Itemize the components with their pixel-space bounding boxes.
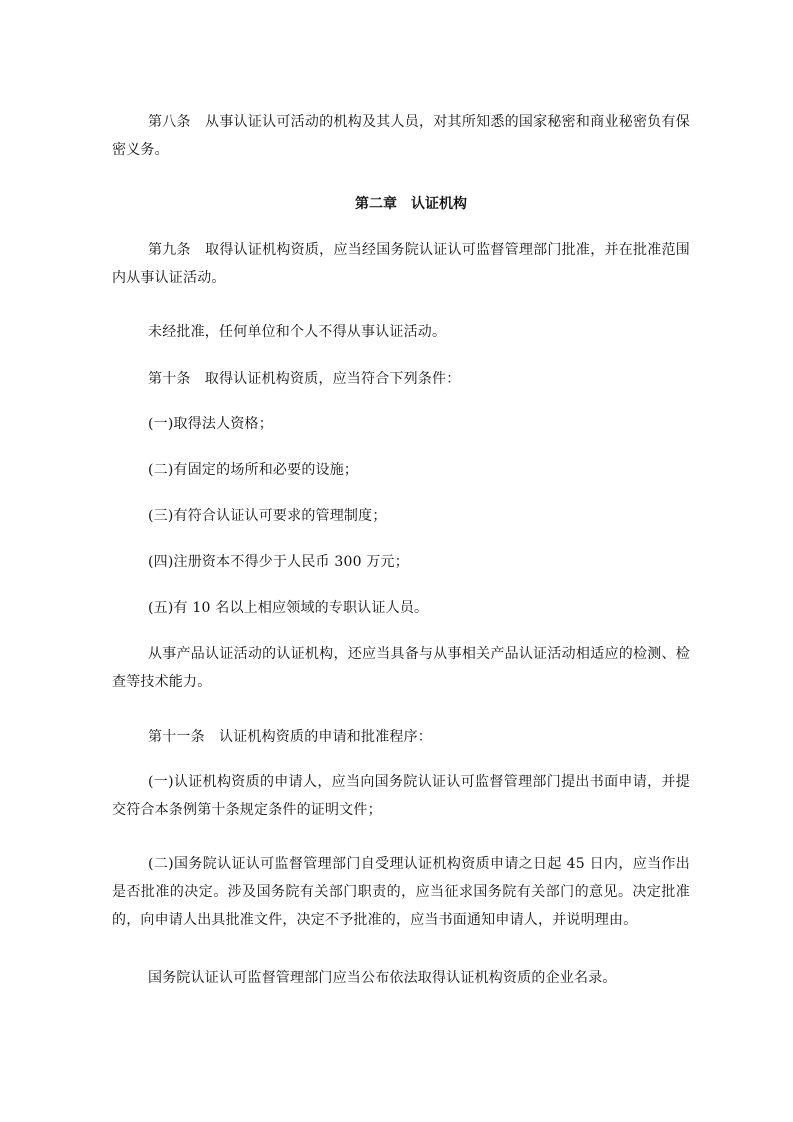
article-10-item-1: (一)取得法人资格；: [148, 416, 273, 432]
article-8: 第八条 从事认证认可活动的机构及其人员，对其所知悉的国家秘密和商业秘密负有保密义务。: [112, 114, 690, 158]
article-11-paragraph-2: 国务院认证认可监督管理部门应当公布依法取得认证机构资质的企业名录。: [148, 970, 617, 986]
article-10: 第十条 取得认证机构资质，应当符合下列条件：: [148, 371, 461, 387]
article-10-paragraph-2: 从事产品认证活动的认证机构，还应当具备与从事相关产品认证活动相适应的检测、检查等技术能力。: [112, 646, 690, 690]
article-11: 第十一条 认证机构资质的申请和批准程序：: [148, 729, 432, 745]
article-9: 第九条 取得认证机构资质，应当经国务院认证认可监督管理部门批准，并在批准范围内从事认证活动。: [112, 242, 690, 286]
chapter-heading: 第二章 认证机构: [355, 196, 467, 212]
article-11-item-2: (二)国务院认证认可监督管理部门自受理认证机构资质申请之日起 45 日内，应当作出是否批准的决定。涉及国务院有关部门职责的，应当征求国务院有关部门的意见。决定批准的，向申请人出具批准文件，决定不予批准的，应当书面通知申请人，并说明理由。: [112, 856, 690, 928]
article-10-item-2: (二)有固定的场所和必要的设施；: [148, 462, 359, 478]
article-9-paragraph-2: 未经批准，任何单位和个人不得从事认证活动。: [148, 324, 447, 340]
article-10-item-3: (三)有符合认证认可要求的管理制度；: [148, 508, 387, 524]
article-10-item-5: (五)有 10 名以上相应领域的专职认证人员。: [148, 600, 429, 616]
article-10-item-4: (四)注册资本不得少于人民币 300 万元；: [148, 554, 409, 570]
article-11-item-1: (一)认证机构资质的申请人，应当向国务院认证认可监督管理部门提出书面申请，并提交符合本条例第十条规定条件的证明文件；: [112, 774, 690, 818]
